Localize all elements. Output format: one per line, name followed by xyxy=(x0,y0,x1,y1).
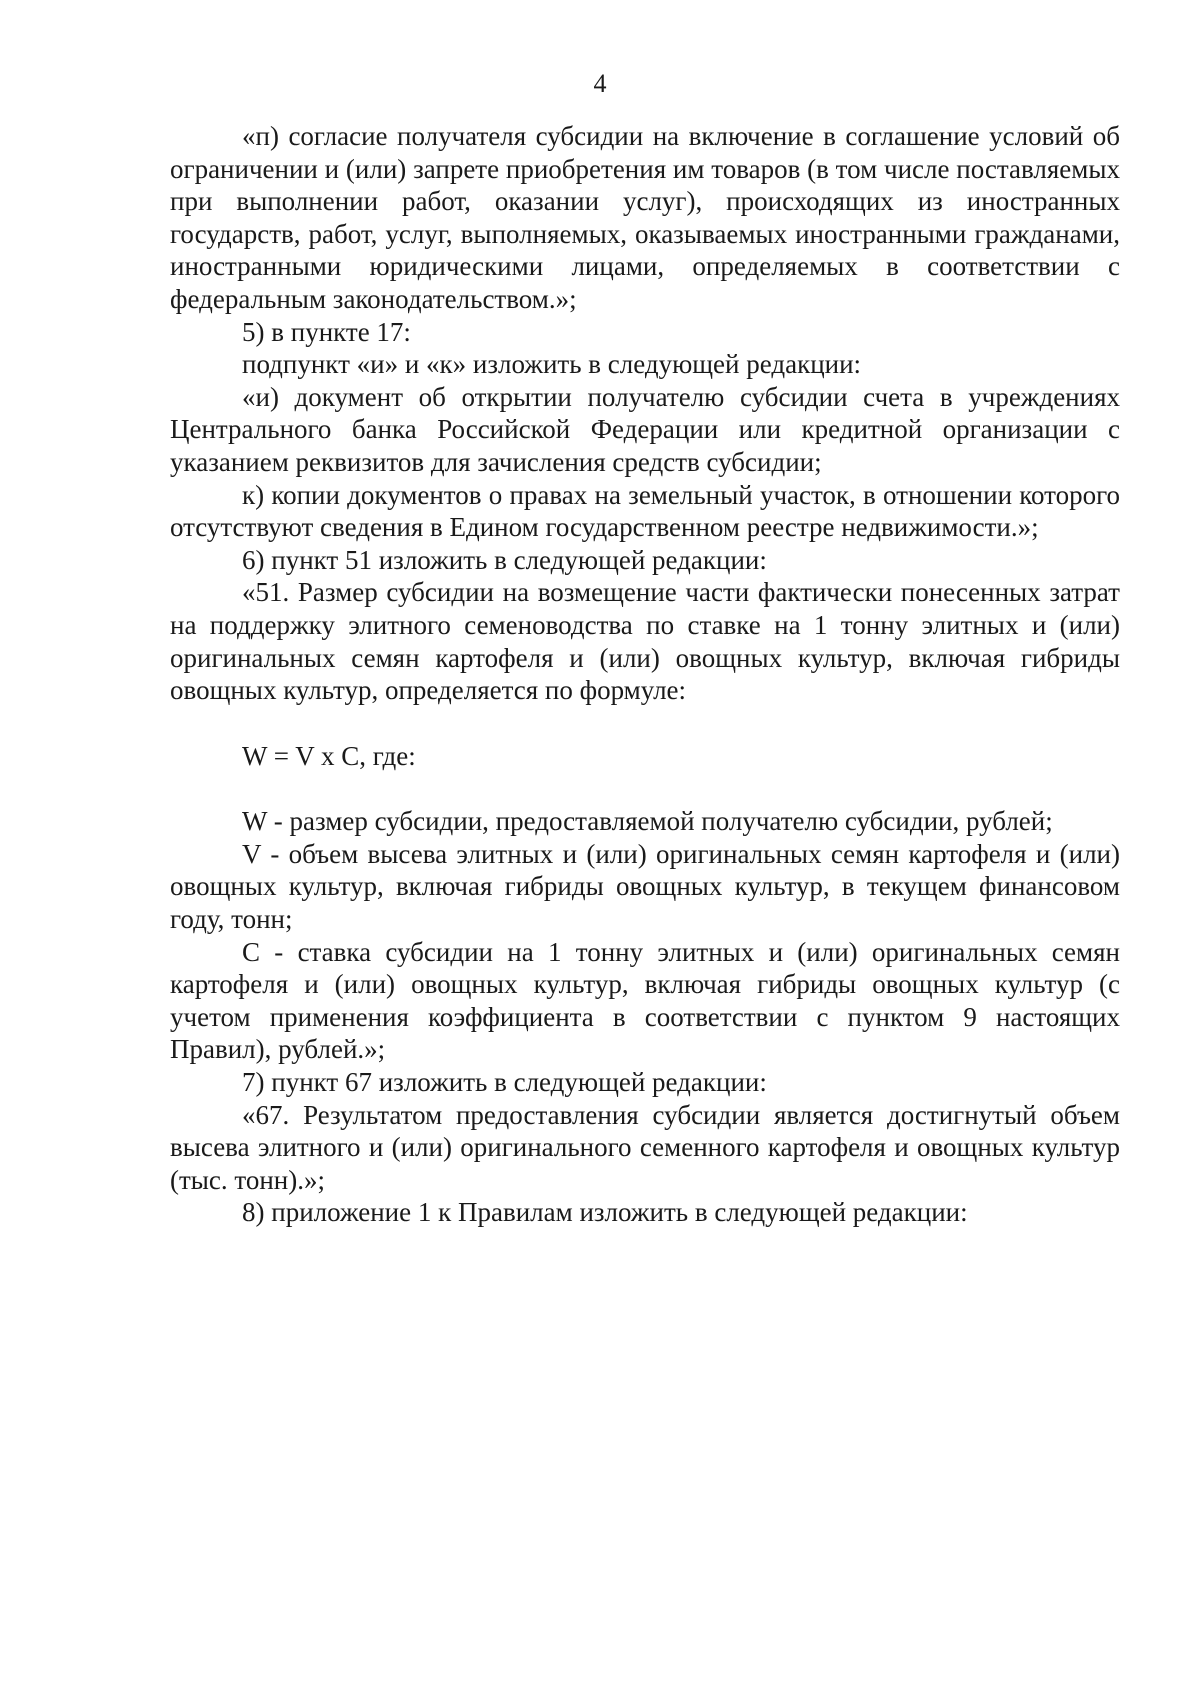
paragraph-subitem-p: «п) согласие получателя субсидии на включение в соглашение условий об ограничении и (или) запрете приобретения им товаров (в том числе поставляемых при выполнении работ, оказании услуг), происходящих из иностранных государств, работ, услуг, выполняемых, оказываемых иностранными гражданами, иностранными юридическими лицами, определяемых в соответствии с федеральным законодательством.»; xyxy=(170,121,1120,314)
paragraph-item-7: 7) пункт 67 изложить в следующей редакции: xyxy=(242,1067,767,1098)
paragraph-subitem-k: к) копии документов о правах на земельный участок, в отношении которого отсутствуют сведения в Едином государственном реестре недвижимости.»; xyxy=(170,479,1120,543)
page-number: 4 xyxy=(593,69,607,98)
paragraph-item-8: 8) приложение 1 к Правилам изложить в следующей редакции: xyxy=(242,1197,968,1228)
paragraph-subitems-intro: подпункт «и» и «к» изложить в следующей редакции: xyxy=(242,349,862,380)
paragraph-item-6: 6) пункт 51 изложить в следующей редакции: xyxy=(242,544,767,575)
definition-w: W - размер субсидии, предоставляемой получателю субсидии, рублей; xyxy=(242,806,1053,837)
document-body xyxy=(170,120,1120,1229)
paragraph-item-5: 5) в пункте 17: xyxy=(242,316,411,347)
definition-v: V - объем высева элитных и (или) оригинальных семян картофеля и (или) овощных культур, включая гибриды овощных культур, в текущем финансовом году, тонн; xyxy=(170,838,1120,935)
formula: W = V х С, где: xyxy=(242,740,416,771)
paragraph-point-67: «67. Результатом предоставления субсидии является достигнутый объем высева элитного и (или) оригинального семенного картофеля и овощных культур (тыс. тонн).»; xyxy=(170,1099,1120,1195)
definition-c: С - ставка субсидии на 1 тонну элитных и (или) оригинальных семян картофеля и (или) овощных культур, включая гибриды овощных культур (с учетом применения коэффициента в соответствии с пунктом 9 настоящих Правил), рублей.»; xyxy=(170,936,1120,1065)
paragraph-subitem-i: «и) документ об открытии получателю субсидии счета в учреждениях Центрального банка Российской Федерации или кредитной организации с указанием реквизитов для зачисления средств субсидии; xyxy=(170,381,1120,477)
paragraph-point-51: «51. Размер субсидии на возмещение части фактически понесенных затрат на поддержку элитного семеноводства по ставке на 1 тонну элитных и (или) оригинальных семян картофеля и (или) овощных культур, включая гибриды овощных культур, определяется по формуле: xyxy=(170,577,1120,706)
